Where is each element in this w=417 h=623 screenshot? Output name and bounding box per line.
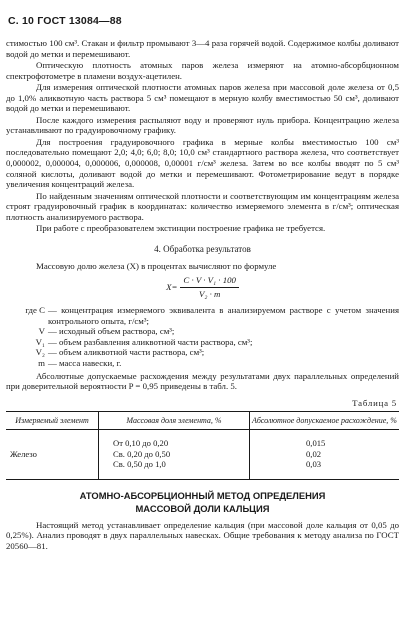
column-header-mass-fraction: Массовая доля элемента, %: [99, 412, 250, 430]
tolerance-cell: [250, 430, 400, 480]
paragraph: Оптическую плотность атомных паров железа измеряют на атомно-абсорбционном спектрофотометре в пламени воздух-ацетилен.: [6, 60, 399, 81]
definition-row: [6, 337, 399, 348]
definition-row: [6, 326, 399, 337]
paragraph: При работе с преобразователем экстинции построение графика не требуется.: [36, 223, 326, 234]
table-header-row: [6, 412, 399, 430]
table-caption: Таблица 5: [352, 397, 397, 408]
column-header-tolerance: Абсолютное допускаемое расхождение, %: [250, 412, 400, 430]
formula-denominator: V₂ · m: [198, 288, 221, 299]
variable-description: — масса навески, г.: [48, 358, 122, 369]
variable-definitions: [6, 305, 399, 368]
range-value: Св. 0,50 до 1,0: [113, 459, 166, 470]
formula-lhs: X=: [166, 281, 178, 292]
column-header-element: Измеряемый элемент: [6, 412, 99, 430]
paragraph: стимостью 100 см³. Стакан и фильтр промывают 3—4 раза горячей водой. Содержимое колбы доливают водой до метки и перемешивают.: [6, 38, 399, 59]
calcium-heading-line-1: АТОМНО-АБСОРБЦИОННЫЙ МЕТОД ОПРЕДЕЛЕНИЯ: [79, 490, 326, 502]
range-value: Св. 0,20 до 0,50: [113, 448, 171, 459]
document-body: [6, 38, 399, 552]
variable-symbol: m: [38, 358, 45, 369]
paragraph: По найденным значениям оптической плотности и соответствующим им концентрациям железа строят градуировочный график в координатах: количество измеряемого элемента в г/см³; оптическая плотность анализируемого раствора.: [6, 190, 399, 222]
variable-description: — объем аликвотной части раствора, см³;: [48, 347, 205, 358]
variable-description: — концентрация измеряемого эквивалента в анализируемом растворе с учетом значения контрольного опыта, г/см³;: [48, 305, 399, 326]
section-4-heading: 4. Обработка результатов: [154, 243, 251, 254]
variable-symbol: V: [38, 326, 45, 337]
variable-description: — исходный объем раствора, см³;: [48, 326, 175, 337]
paragraph: Для измерения оптической плотности атомных паров железа при массовой доле железа от 0,5 до 1,0% аликвотную часть раствора 5 см³ помещают в мерную колбу вместимостью 50 см³, доливают водой до метки и перемешивают.: [6, 82, 399, 114]
tolerance-value: 0,02: [306, 448, 322, 459]
element-cell: Железо: [6, 430, 99, 480]
calcium-heading-line-2: МАССОВОЙ ДОЛИ КАЛЬЦИЯ: [135, 502, 270, 514]
formula-intro: Массовую долю железа (X) в процентах вычисляют по формуле: [36, 260, 277, 271]
variable-symbol: V₁: [35, 336, 45, 347]
definition-row: [6, 347, 399, 358]
page-header: С. 10 ГОСТ 13084—88: [8, 15, 122, 27]
formula: [6, 275, 399, 299]
paragraph: Для построения градуировочного графика в мерные колбы вместимостью 100 см³ последовательно помещают 2,0; 4,0; 6,0; 8,0; 10,0 см³ стандартного раствора железа, что соответствует 0,000002, 0,000004, 0,000006, 0,000008, 0,00001 г/см³ железа. Затем во все колбы вводят по 5 см³ соляной кислоты, доливают водой до метки и перемешивают. Фотометрирование ведут в порядке увеличения концентраций железа.: [6, 136, 399, 190]
tolerance-table: [6, 411, 399, 480]
formula-numerator: C · V · V₁ · 100: [180, 275, 239, 288]
calcium-paragraph: Настоящий метод устанавливает определение кальция (при массовой доле кальция от 0,05 до 0,25%). Анализ проводят в двух параллельных навесках. Общие требования к методу анализа по ГОСТ 20560—81.: [6, 519, 399, 551]
definition-row: [6, 305, 399, 326]
range-value: От 0,10 до 0,20: [113, 438, 169, 449]
table-row: [6, 430, 399, 480]
variable-description: — объем разбавления аликвотной части раствора, см³;: [48, 336, 253, 347]
calcium-method-heading: [6, 490, 399, 514]
tolerance-paragraph: Абсолютные допускаемые расхождения между результатами двух параллельных определений при доверительной вероятности P = 0,95 приведены в табл. 5.: [6, 370, 399, 392]
variable-symbol: где C: [25, 305, 45, 316]
paragraph: После каждого измерения распыляют воду и проверяют нуль прибора. Концентрацию железа устанавливают по градуировочному графику.: [6, 114, 399, 136]
range-cell: [99, 430, 250, 480]
tolerance-value: 0,015: [306, 438, 326, 449]
formula-fraction: [180, 275, 239, 299]
definition-row: [6, 358, 399, 369]
tolerance-value: 0,03: [306, 459, 322, 470]
variable-symbol: V₂: [35, 347, 45, 358]
